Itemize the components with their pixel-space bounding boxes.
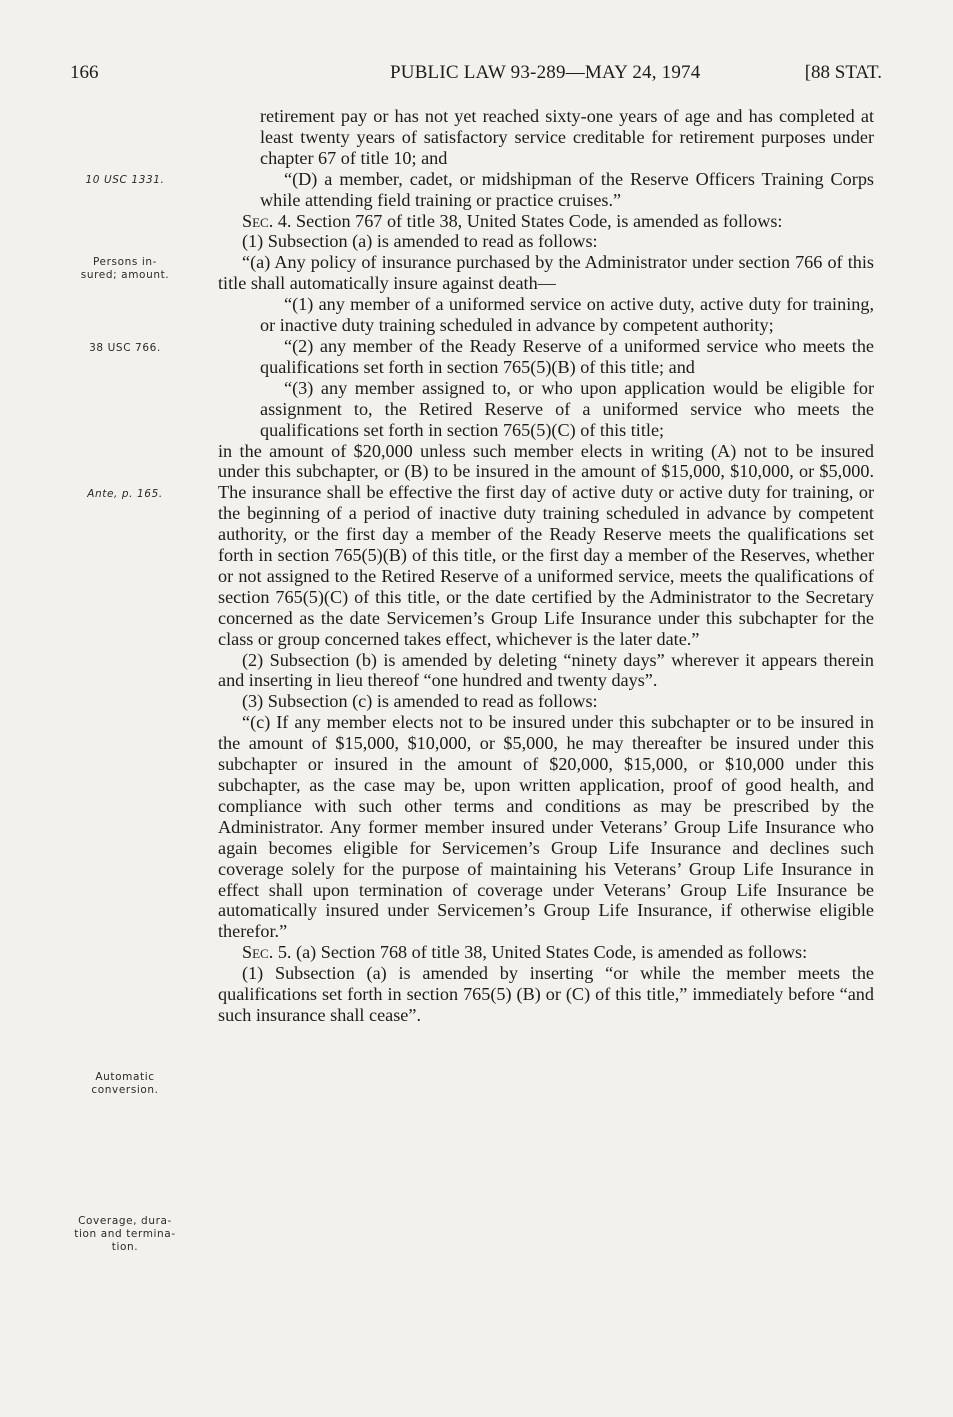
statute-reference: [88 STAT.	[804, 62, 882, 83]
body-text	[218, 106, 874, 1026]
amendment-1: (1) Subsection (a) is amended to read as follows:	[242, 231, 598, 252]
section-5-label: Sec. 5.	[242, 942, 292, 963]
page-header	[70, 62, 882, 88]
page-number: 166	[70, 62, 99, 83]
section-4-heading	[218, 211, 874, 232]
margin-note-10-usc-1331: 10 USC 1331.	[85, 174, 165, 186]
section-5-text: (a) Section 768 of title 38, United States Code, is amended as follows:	[291, 942, 808, 963]
subsection-a: “(a) Any policy of insurance purchased by the Administrator under section 766 of this title shall automatically insure against death—	[218, 252, 874, 294]
section-4-text: Section 767 of title 38, United States Code, is amended as follows:	[291, 210, 783, 231]
section-4-label: Sec. 4.	[242, 210, 292, 231]
margin-note-38-usc-766: 38 USC 766.	[89, 342, 161, 354]
margin-note-ante: Ante, p. 165.	[87, 488, 163, 500]
subsection-c: “(c) If any member elects not to be insured under this subchapter or to be insured in the amount of $15,000, $10,000, or $5,000, he may thereafter be insured under this subchapter or insured in the amount of $20,000, $15,000, or $10,000 under this subchapter, as the case may be, upon written application, proof of good health, and compliance with such other terms and conditions as may be prescribed by the Administrator. Any former member insured under Veterans’ Group Life Insurance who again becomes eligible for Servicemen’s Group Life Insurance and declines such coverage solely for the purpose of maintaining his Veterans’ Group Life Insurance in effect shall upon termination of coverage under Veterans’ Group Life Insurance be automatically insured under Servicemen’s Group Life Insurance, if otherwise eligible therefor.”	[218, 712, 874, 942]
paragraph-d: “(D) a member, cadet, or midshipman of the Reserve Officers Training Corps while attending field training or practice cruises.”	[260, 168, 874, 210]
page-title: PUBLIC LAW 93-289—MAY 24, 1974	[390, 62, 701, 83]
amendment-3: (3) Subsection (c) is amended to read as follows:	[242, 691, 598, 712]
clause-1: “(1) any member of a uniformed service on active duty, active duty for training, or inactive duty training scheduled in advance by competent authority;	[260, 294, 874, 336]
insurance-amount-paragraph: in the amount of $20,000 unless such member elects in writing (A) not to be insured under this subchapter, or (B) to be insured in the amount of $15,000, $10,000, or $5,000. The insurance shall be effective the first day of active duty or active duty for training, or the beginning of a period of inactive duty training scheduled in advance by competent authority, or the first day a member of the Ready Reserve meets the qualifications set forth in section 765(5)(B) of this title, or the first day a member of the Reserves, whether or not assigned to the Retired Reserve of a uniformed service, meets the qualifications of section 765(5)(C) of this title, or the date certified by the Administrator to the Secretary concerned as the date Servicemen’s Group Life Insurance under this subchapter for the class or group concerned takes effect, whichever is the later date.”	[218, 440, 874, 649]
margin-note-coverage: Coverage, dura- tion and termina- tion.	[74, 1215, 176, 1253]
section-5-heading	[218, 942, 874, 963]
amendment-2: (2) Subsection (b) is amended by deleting “ninety days” wherever it appears therein and inserting in lieu thereof “one hundred and twenty days”.	[218, 649, 874, 691]
paragraph-c-continued: retirement pay or has not yet reached sixty-one years of age and has completed at least twenty years of satisfactory service creditable for retirement purposes under chapter 67 of title 10; and	[260, 106, 874, 168]
section-5-amendment-1: (1) Subsection (a) is amended by inserting “or while the member meets the qualifications set forth in section 765(5) (B) or (C) of this title,” immediately before “and such insurance shall cease”.	[218, 963, 874, 1025]
clause-3: “(3) any member assigned to, or who upon application would be eligible for assignment to, the Retired Reserve of a uniformed service who meets the qualifications set forth in section 765(5)(C) of this title;	[260, 377, 874, 440]
clause-2: “(2) any member of the Ready Reserve of a uniformed service who meets the qualifications set forth in section 765(5)(B) of this title; and	[260, 335, 874, 377]
margin-note-persons-insured: Persons in- sured; amount.	[80, 256, 170, 281]
margin-note-automatic-conversion: Automatic conversion.	[91, 1071, 159, 1096]
